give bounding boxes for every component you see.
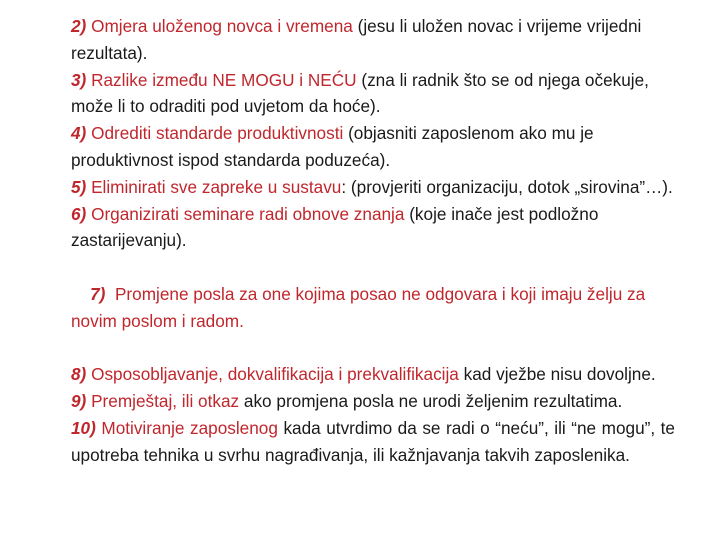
item-number: 9) xyxy=(71,391,87,412)
list-item-6 xyxy=(71,201,675,255)
list-item-4 xyxy=(71,120,675,174)
item-number: 5) xyxy=(71,176,87,197)
item-description: kad vježbe nisu dovoljne. xyxy=(458,364,656,385)
item-number: 2) xyxy=(71,16,87,36)
item-description: (objasniti zaposlenom ako mu je produktivnost ispod standarda poduzeća). xyxy=(71,123,594,170)
item-number: 3) xyxy=(71,69,87,90)
list-item-2 xyxy=(71,13,675,67)
list-item-7 xyxy=(71,254,675,361)
item-heading: Motiviranje zaposlenog xyxy=(95,417,278,438)
item-description: (zna li radnik što se od njega očekuje, može li to odraditi pod uvjetom da hoće). xyxy=(71,69,649,117)
item-heading: Eliminirati sve zapreke u sustavu xyxy=(86,176,342,197)
list-item-10 xyxy=(71,415,675,469)
list-item-3 xyxy=(71,67,675,121)
item-description: : (provjeriti organizaciju, dotok „sirovina”…). xyxy=(341,176,673,197)
item-number: 8) xyxy=(71,364,87,385)
list-item-5 xyxy=(71,174,675,201)
item-heading: Organizirati seminare radi obnove znanja xyxy=(86,203,405,224)
item-heading: Premještaj, ili otkaz xyxy=(86,391,240,412)
slide-content xyxy=(71,13,675,469)
item-description: (jesu li uložen novac i vrijeme vrijedni rezultata). xyxy=(71,16,642,63)
item-heading: Odrediti standarde produktivnosti xyxy=(86,123,344,144)
list-item-8 xyxy=(71,361,675,388)
item-heading: Razlike između NE MOGU i NEĆU xyxy=(86,69,357,90)
item-number: 10) xyxy=(71,417,96,438)
item-description: ako promjena posla ne urodi željenim rezultatima. xyxy=(239,391,623,412)
item-number: 4) xyxy=(71,123,87,144)
list-item-9 xyxy=(71,388,675,415)
item-description: (koje inače jest podložno zastarijevanju). xyxy=(71,203,599,251)
item-description: kada utvrdimo da se radi o “neću”, ili “ne mogu”, te upotreba tehnika u svrhu nagrađivanja, ili kažnjavanja takvih zaposlenika. xyxy=(71,417,675,465)
item-number: 7) xyxy=(90,283,106,304)
item-heading: Promjene posla za one kojima posao ne odgovara i koji imaju želju za novim poslom i radom. xyxy=(71,283,650,331)
item-number: 6) xyxy=(71,203,87,224)
item-heading: Omjera uloženog novca i vremena xyxy=(86,16,353,36)
item-heading: Osposobljavanje, dokvalifikacija i prekvalifikacija xyxy=(86,364,459,385)
